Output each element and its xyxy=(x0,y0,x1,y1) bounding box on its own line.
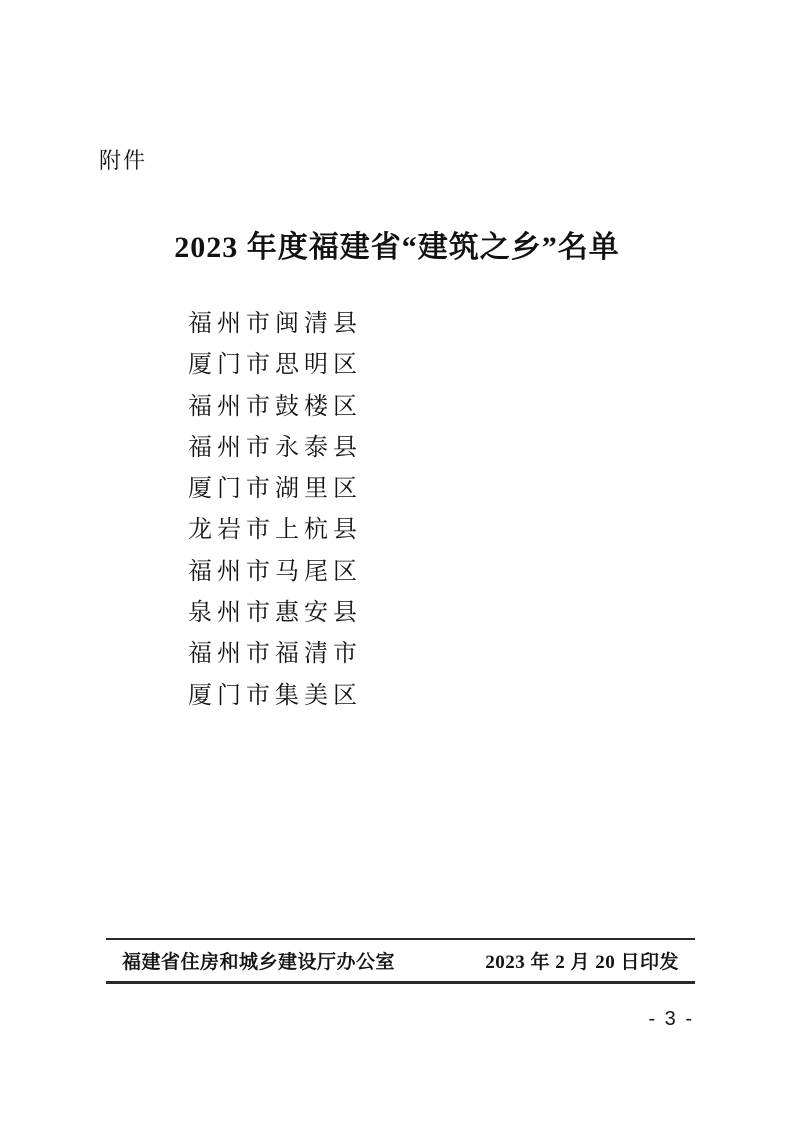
issuing-office: 福建省住房和城乡建设厅办公室 xyxy=(122,952,396,973)
list-item: 福州市永泰县 xyxy=(188,433,362,461)
colophon-row xyxy=(106,940,695,981)
award-list xyxy=(188,303,362,716)
print-date: 2023 年 2 月 20 日印发 xyxy=(485,952,679,973)
document-title: 2023 年度福建省“建筑之乡”名单 xyxy=(174,231,620,264)
list-item: 厦门市湖里区 xyxy=(188,475,362,503)
list-item: 福州市马尾区 xyxy=(188,557,362,585)
list-item: 福州市闽清县 xyxy=(188,310,362,337)
list-item: 厦门市思明区 xyxy=(188,351,362,379)
colophon-block xyxy=(106,938,695,984)
list-item: 福州市鼓楼区 xyxy=(188,392,362,420)
page-number: - 3 - xyxy=(648,1008,694,1030)
list-item: 厦门市集美区 xyxy=(188,681,362,709)
list-item: 龙岩市上杭县 xyxy=(188,516,362,544)
attachment-label: 附件 xyxy=(99,148,148,173)
list-item: 泉州市惠安县 xyxy=(188,599,362,627)
list-item: 福州市福清市 xyxy=(188,640,362,668)
